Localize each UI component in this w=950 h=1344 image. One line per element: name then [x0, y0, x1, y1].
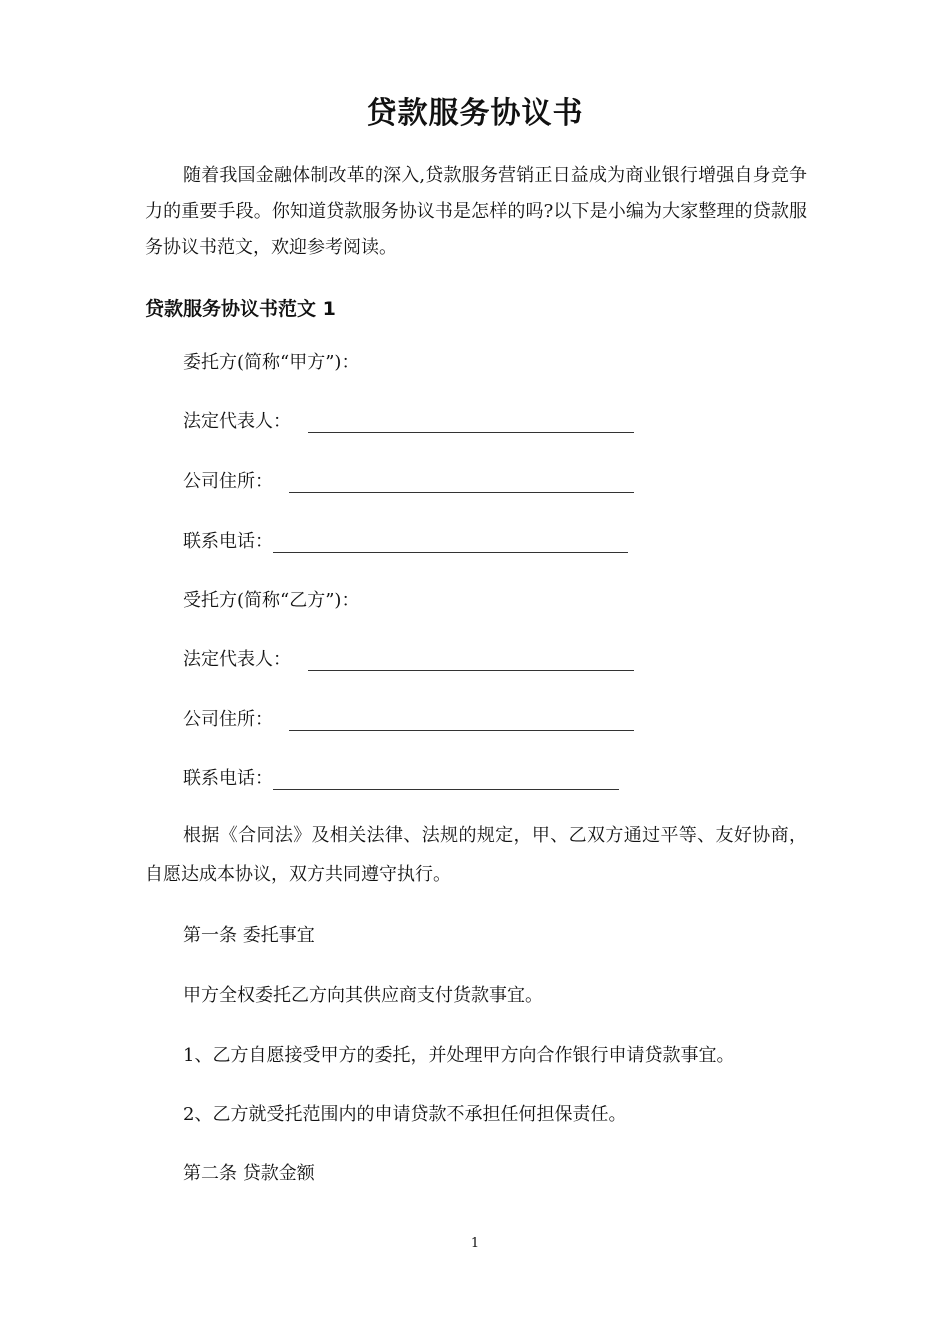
- party-b-legal-rep-field: [183, 645, 634, 671]
- article-1-title: 第一条 委托事宜: [183, 925, 315, 946]
- article-1-item-2: 2、乙方就受托范围内的申请贷款不承担任何担保责任。: [183, 1104, 627, 1125]
- document-title: 贷款服务协议书: [366, 96, 584, 131]
- party-b-address-label: 公司住所：: [183, 709, 273, 730]
- party-a-legal-rep-field: [183, 407, 634, 433]
- party-b-phone-label: 联系电话：: [183, 768, 273, 789]
- party-a-address-field: [183, 467, 634, 493]
- party-b-legal-rep-label: 法定代表人：: [183, 649, 291, 670]
- party-b-phone-blank: [273, 769, 619, 790]
- party-b-phone-field: [183, 764, 619, 790]
- page-number: 1: [470, 1236, 480, 1251]
- party-b-address-blank: [289, 710, 634, 731]
- article-2-title: 第二条 贷款金额: [183, 1163, 315, 1184]
- intro-paragraph: 随着我国金融体制改革的深入,贷款服务营销正日益成为商业银行增强自身竞争力的重要手段。你知道贷款服务协议书是怎样的吗?以下是小编为大家整理的贷款服务协议书范文，欢迎参考阅读。: [145, 165, 807, 258]
- agreement-paragraph: 根据《合同法》及相关法律、法规的规定，甲、乙双方通过平等、友好协商，自愿达成本协议，双方共同遵守执行。: [145, 825, 807, 885]
- party-a-phone-label: 联系电话：: [183, 531, 273, 552]
- party-a-label: 委托方(简称“甲方”)：: [183, 352, 360, 373]
- article-1-text: 甲方全权委托乙方向其供应商支付货款事宜。: [183, 985, 543, 1006]
- party-a-legal-rep-blank: [308, 412, 634, 433]
- party-a-address-blank: [289, 472, 634, 493]
- party-b-legal-rep-blank: [308, 650, 634, 671]
- article-1-item-1: 1、乙方自愿接受甲方的委托，并处理甲方向合作银行申请贷款事宜。: [183, 1045, 735, 1066]
- party-b-address-field: [183, 705, 634, 731]
- party-a-phone-blank: [273, 532, 628, 553]
- party-b-label: 受托方(简称“乙方”)：: [183, 590, 360, 611]
- party-a-address-label: 公司住所：: [183, 471, 273, 492]
- party-a-phone-field: [183, 527, 628, 553]
- section-heading: 贷款服务协议书范文 1: [145, 298, 336, 320]
- party-a-legal-rep-label: 法定代表人：: [183, 411, 291, 432]
